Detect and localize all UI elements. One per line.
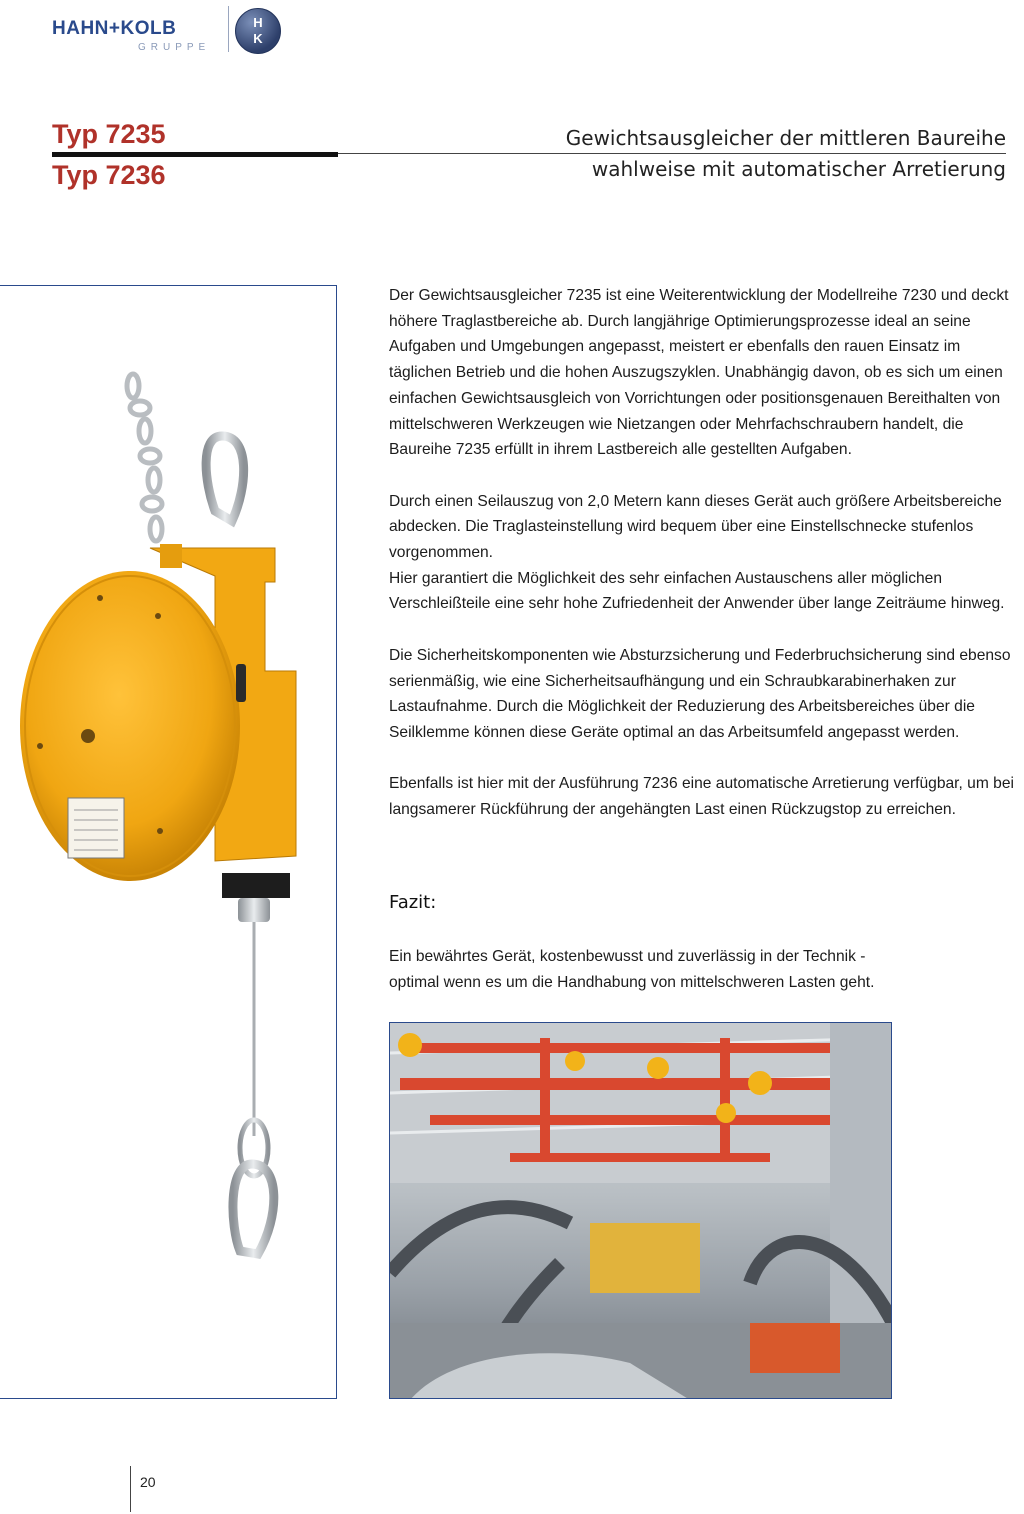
brand-group-label: GRUPPE [138, 42, 211, 53]
type-plate [68, 798, 124, 858]
type-title-7235: Typ 7235 [52, 119, 166, 149]
fazit-line-2: optimal wenn es um die Handhabung von mittelschweren Lasten geht. [389, 973, 875, 991]
top-carabiner-icon [206, 436, 244, 521]
paragraph-1: Der Gewichtsausgleicher 7235 ist eine Weiterentwicklung der Modellreihe 7230 und deckt höhere Traglastbereiche ab. Durch langjährige Optimierungsprozesse ideal an seine Aufgaben und Umgebungen angepasst, meistert er ebenfalls den rauen Einsatz im täglichen Betrieb und die hohen Auszugszyklen. Unabhängig davon, ob es sich um einen einfachen Gewichtsausgleich von Vorrichtungen oder positionsgenauen Bereithalten von mittelschweren Werkzeugen wie Nietzangen oder Mehrfachschraubern handelt, die Baureihe 7235 erfüllt in ihrem Lastbereich alle gestellten Aufgaben. [389, 287, 1009, 459]
badge-letter-bottom: K [253, 31, 263, 46]
badge-letter-top: H [253, 15, 263, 30]
chain-icon [127, 374, 162, 541]
subtitle-line-2: wahlweise mit automatischer Arretierung [591, 157, 1006, 181]
body-text [389, 283, 1019, 848]
paragraph-2: Durch einen Seilauszug von 2,0 Metern kann dieses Gerät auch größere Arbeitsbereiche abdecken. Die Traglasteinstellung wird bequem über eine Einstellschnecke stufenlos vorgenommen. [389, 492, 1002, 562]
brand-wordmark: HAHN+KOLB [52, 18, 177, 39]
page-number: 20 [140, 1474, 156, 1490]
logo-divider [228, 6, 229, 52]
title-rule-thick [52, 152, 338, 157]
fazit-heading: Fazit: [389, 892, 437, 913]
fazit-line-1: Ein bewährtes Gerät, kostenbewusst und zuverlässig in der Technik - [389, 948, 866, 965]
fazit-text [389, 944, 1019, 995]
type-title-7236: Typ 7236 [52, 160, 166, 190]
factory-hall-image [390, 1023, 892, 1399]
drum [20, 571, 240, 881]
paragraph-5: Ebenfalls ist hier mit der Ausführung 7236 eine automatische Arretierung verfügbar, um bei langsamerer Rückführung der angehängten Last einen Rückzugstop zu erreichen. [389, 775, 1014, 819]
title-rule-thin [338, 153, 1006, 154]
paragraph-4: Die Sicherheitskomponenten wie Absturzsicherung und Federbruchsicherung sind ebenso serienmäßig, wie eine Sicherheitsaufhängung und ein Schraubkarabinerhaken zur Lastaufnahme. Durch die Möglichkeit der Reduzierung des Arbeitsbereiches über die Seilklemme können diese Geräte optimal an das Arbeitsumfeld angepasst werden. [389, 646, 1011, 741]
brand-logo [52, 4, 292, 54]
paragraph-3: Hier garantiert die Möglichkeit des sehr einfachen Austauschens aller möglichen Verschleißteile eine sehr hohe Zufriedenheit der Anwender über lange Zeiträume hinweg. [389, 569, 1005, 613]
balancer-product-image [0, 286, 337, 1400]
brand-badge-icon [235, 8, 281, 54]
subtitle-line-1: Gewichtsausgleicher der mittleren Baureihe [565, 126, 1006, 150]
product-image-frame [0, 285, 337, 1399]
factory-photo [389, 1022, 892, 1399]
page-number-divider [130, 1466, 131, 1512]
